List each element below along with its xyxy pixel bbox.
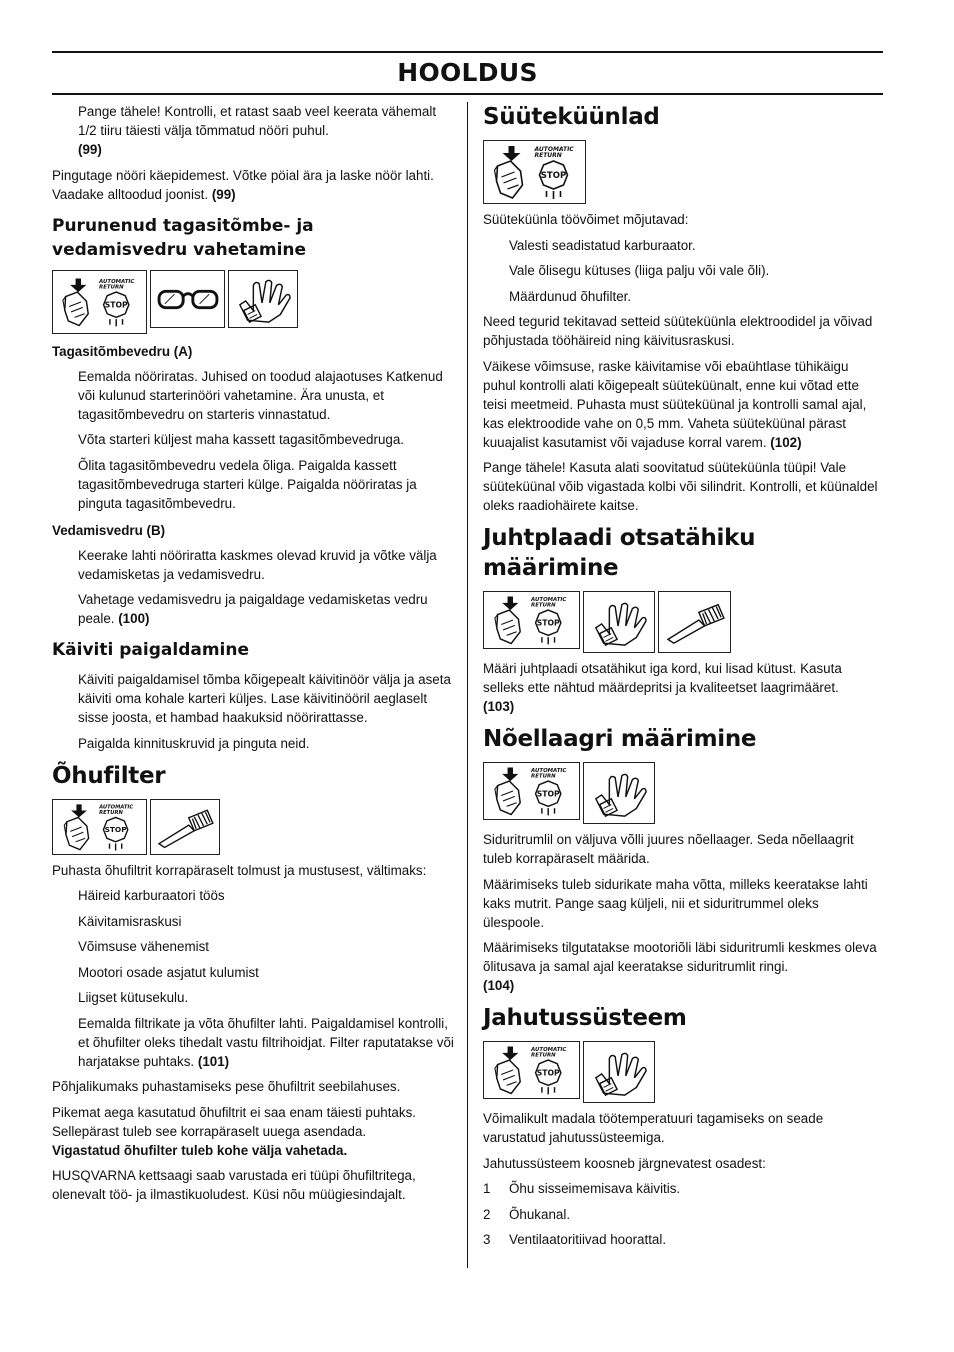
stop-automatic-return-icon: [483, 140, 586, 204]
recoil-spring-step-3: Õlita tagasitõmbevedru vedela õliga. Paigalda kassett tagasitõmbevedruga starteri külge. Paigalda nööriratas ja pinguta tagasitõmbevedru.: [78, 457, 417, 511]
intro-paragraph-1: Pange tähele! Kontrolli, et ratast saab veel keerata vähemalt 1/2 tiiru täiesti välja tõmmatud nööri puhul. (99): [78, 104, 437, 157]
page-title: HOOLDUS: [397, 58, 538, 87]
spark-paragraph: Väikese võimsuse, raske käivitamise või ebaühtlase tühikäigu puhul kontrolli alati kõigepealt süüteküünalt, enne kui võtad ette teisi meetmeid. Puhasta must süüteküünal ja kontrolli samal ajal, kas elektroodide vahe on 0,5 mm. Vaheta süüteküünal pärast kuuajalist kasutamist või vajaduse korral varem. (102): [483, 358, 867, 450]
header-top-rule: [52, 51, 883, 53]
list-item: 1 Õhu sisseimemisava käivitis.: [483, 1181, 681, 1196]
starter-step-1: Käiviti paigaldamisel tõmba kõigepealt käivitinöör välja ja aseta käiviti oma kohale karteri küljes. Lase käivitinööril aeglaselt sisse joosta, et hambad haakuksid nöörirattasse.: [78, 672, 451, 725]
section-heading-starter: Käiviti paigaldamine: [52, 640, 250, 660]
icon-row-bar: [483, 591, 883, 653]
list-item: Vale õlisegu kütuses (liiga palju või vale õli).: [509, 263, 770, 278]
stop-automatic-return-icon: [483, 591, 580, 649]
subheading-recoil-spring: Tagasitõmbevedru (A): [52, 343, 193, 359]
stop-automatic-return-icon: [52, 270, 147, 334]
icon-row-air-filter: [52, 799, 454, 855]
brush-icon: [150, 799, 220, 855]
right-column: [483, 102, 883, 1256]
icon-row-springs: [52, 270, 454, 334]
list-item: Määrdunud õhufilter.: [509, 288, 632, 304]
bar-paragraph: Määri juhtplaadi otsatähikut iga kord, kui lisad kütust. Kasuta selleks ette nähtud määrdepritsi ja kvaliteetset laagrimääret. (103): [483, 661, 842, 714]
glasses-icon: [150, 270, 225, 328]
header-bottom-rule: [52, 93, 883, 95]
glove-icon: [583, 1041, 655, 1103]
drive-spring-step-2: Vahetage vedamisvedru ja paigaldage vedamisketas vedru peale. (100): [78, 592, 428, 626]
section-heading-spark-plugs: Süüteküünlad: [483, 104, 660, 130]
icon-row-cooling: [483, 1041, 883, 1103]
figure-ref: (103): [483, 699, 515, 714]
needle-paragraph: Määrimiseks tuleb sidurikate maha võtta, milleks keeratakse lahti kaks mutrit. Pange saag küljeli, nii et siduritrummel oleks ülespoole.: [483, 876, 868, 930]
glove-icon: [583, 591, 655, 653]
section-heading-springs: Purunenud tagasitõmbe- ja vedamisvedru vahetamine: [52, 215, 314, 260]
figure-ref: (99): [211, 186, 236, 202]
figure-ref: (101): [197, 1053, 230, 1069]
figure-ref: (104): [483, 978, 515, 993]
figure-ref: (100): [118, 611, 150, 626]
brush-icon: [658, 591, 731, 653]
icon-row-spark: [483, 140, 883, 204]
section-heading-bar-tip: Juhtplaadi otsatähiku määrimine: [483, 525, 756, 581]
needle-paragraph: Määrimiseks tilgutatakse mootoriõli läbi siduritrumli keskmes oleva õlitusava ja samal ajal keeratakse siduritrumlit ringi. (104): [483, 940, 877, 993]
stop-automatic-return-icon: [483, 1041, 580, 1099]
stop-automatic-return-icon: [52, 799, 147, 855]
list-item: Valesti seadistatud karburaator.: [509, 237, 696, 253]
figure-ref: (99): [78, 142, 102, 157]
air-filter-step: Eemalda filtrikate ja võta õhufilter lahti. Paigaldamisel kontrolli, et õhufilter oleks tihedalt vastu filtrihoidjat. Filter raputatakse või harjatakse puhtaks. (101): [78, 1015, 454, 1069]
section-heading-cooling: Jahutussüsteem: [483, 1005, 687, 1031]
air-filter-types: HUSQVARNA kettsaagi saab varustada eri tüüpi õhufiltritega, olenevalt töö- ja ilmastikuoludest. Küsi nõu müügiesindajalt.: [52, 1168, 416, 1202]
list-item: 3 Ventilaatoritiivad hoorattal.: [483, 1232, 667, 1247]
recoil-spring-step-2: Võta starteri küljest maha kassett tagasitõmbevedruga.: [78, 432, 405, 447]
needle-paragraph: Siduritrumlil on väljuva võlli juures nõellaager. Seda nõellaagrit tuleb korrapäraselt määrida.: [483, 832, 854, 866]
figure-ref: (102): [770, 434, 802, 450]
glove-icon: [583, 762, 655, 824]
column-divider: [467, 102, 468, 1268]
spark-intro: Süüteküünla töövõimet mõjutavad:: [483, 212, 689, 227]
left-column: [52, 102, 454, 1211]
section-heading-needle-bearing: Nõellaagri määrimine: [483, 726, 757, 752]
spark-note: Pange tähele! Kasuta alati soovitatud süüteküünla tüüpi! Vale süüteküünal võib vigastada kolbi või silindrit. Kontrolli, et küünaldel oleks raadiohäirete kaitse.: [483, 460, 878, 513]
list-item: Võimsuse vähenemist: [78, 939, 209, 954]
glove-icon: [228, 270, 298, 328]
drive-spring-step-1: Keerake lahti nööriratta kaskmes olevad kruvid ja võtke välja vedamisketas ja vedamisvedru.: [78, 547, 437, 582]
starter-step-2: Paigalda kinnituskruvid ja pinguta neid.: [78, 735, 310, 751]
air-filter-replace: Pikemat aega kasutatud õhufiltrit ei saa enam täiesti puhtaks. Sellepärast tuleb see korrapäraselt uuega asendada. Vigastatud õhufilter tuleb kohe välja vahetada.: [52, 1104, 416, 1158]
air-filter-warning: Vigastatud õhufilter tuleb kohe välja vahetada.: [52, 1142, 348, 1158]
list-item: Mootori osade asjatut kulumist: [78, 964, 259, 980]
list-item: Käivitamisraskusi: [78, 913, 182, 929]
intro-paragraph-2: Pingutage nööri käepidemest. Võtke pöial ära ja laske nöör lahti. Vaadake alltoodud joonist. (99): [52, 167, 434, 202]
air-filter-intro: Puhasta õhufiltrit korrapäraselt tolmust ja mustusest, vältimaks:: [52, 862, 427, 878]
cooling-paragraph: Võimalikult madala töötemperatuuri tagamiseks on seade varustatud jahutussüsteemiga.: [483, 1111, 824, 1145]
list-item: Häireid karburaatori töös: [78, 888, 225, 903]
subheading-drive-spring: Vedamisvedru (B): [52, 522, 166, 538]
stop-automatic-return-icon: [483, 762, 580, 820]
air-filter-wash: Põhjalikumaks puhastamiseks pese õhufiltrit seebilahuses.: [52, 1079, 401, 1094]
section-heading-air-filter: Õhufilter: [52, 762, 166, 789]
cooling-paragraph: Jahutussüsteem koosneb järgnevatest osadest:: [483, 1155, 766, 1171]
recoil-spring-step-1: Eemalda nööriratas. Juhised on toodud alajaotuses Katkenud või kulunud starterinööri vahetamine. Ära unusta, et tagasitõmbevedru on starteris vinnastatud.: [78, 368, 443, 422]
list-item: Liigset kütusekulu.: [78, 990, 189, 1005]
icon-row-needle: [483, 762, 883, 824]
spark-paragraph: Need tegurid tekitavad setteid süüteküünla elektroodidel ja võivad põhjustada tööhäireid ning käivitusraskusi.: [483, 314, 873, 348]
list-item: 2 Õhukanal.: [483, 1206, 571, 1222]
